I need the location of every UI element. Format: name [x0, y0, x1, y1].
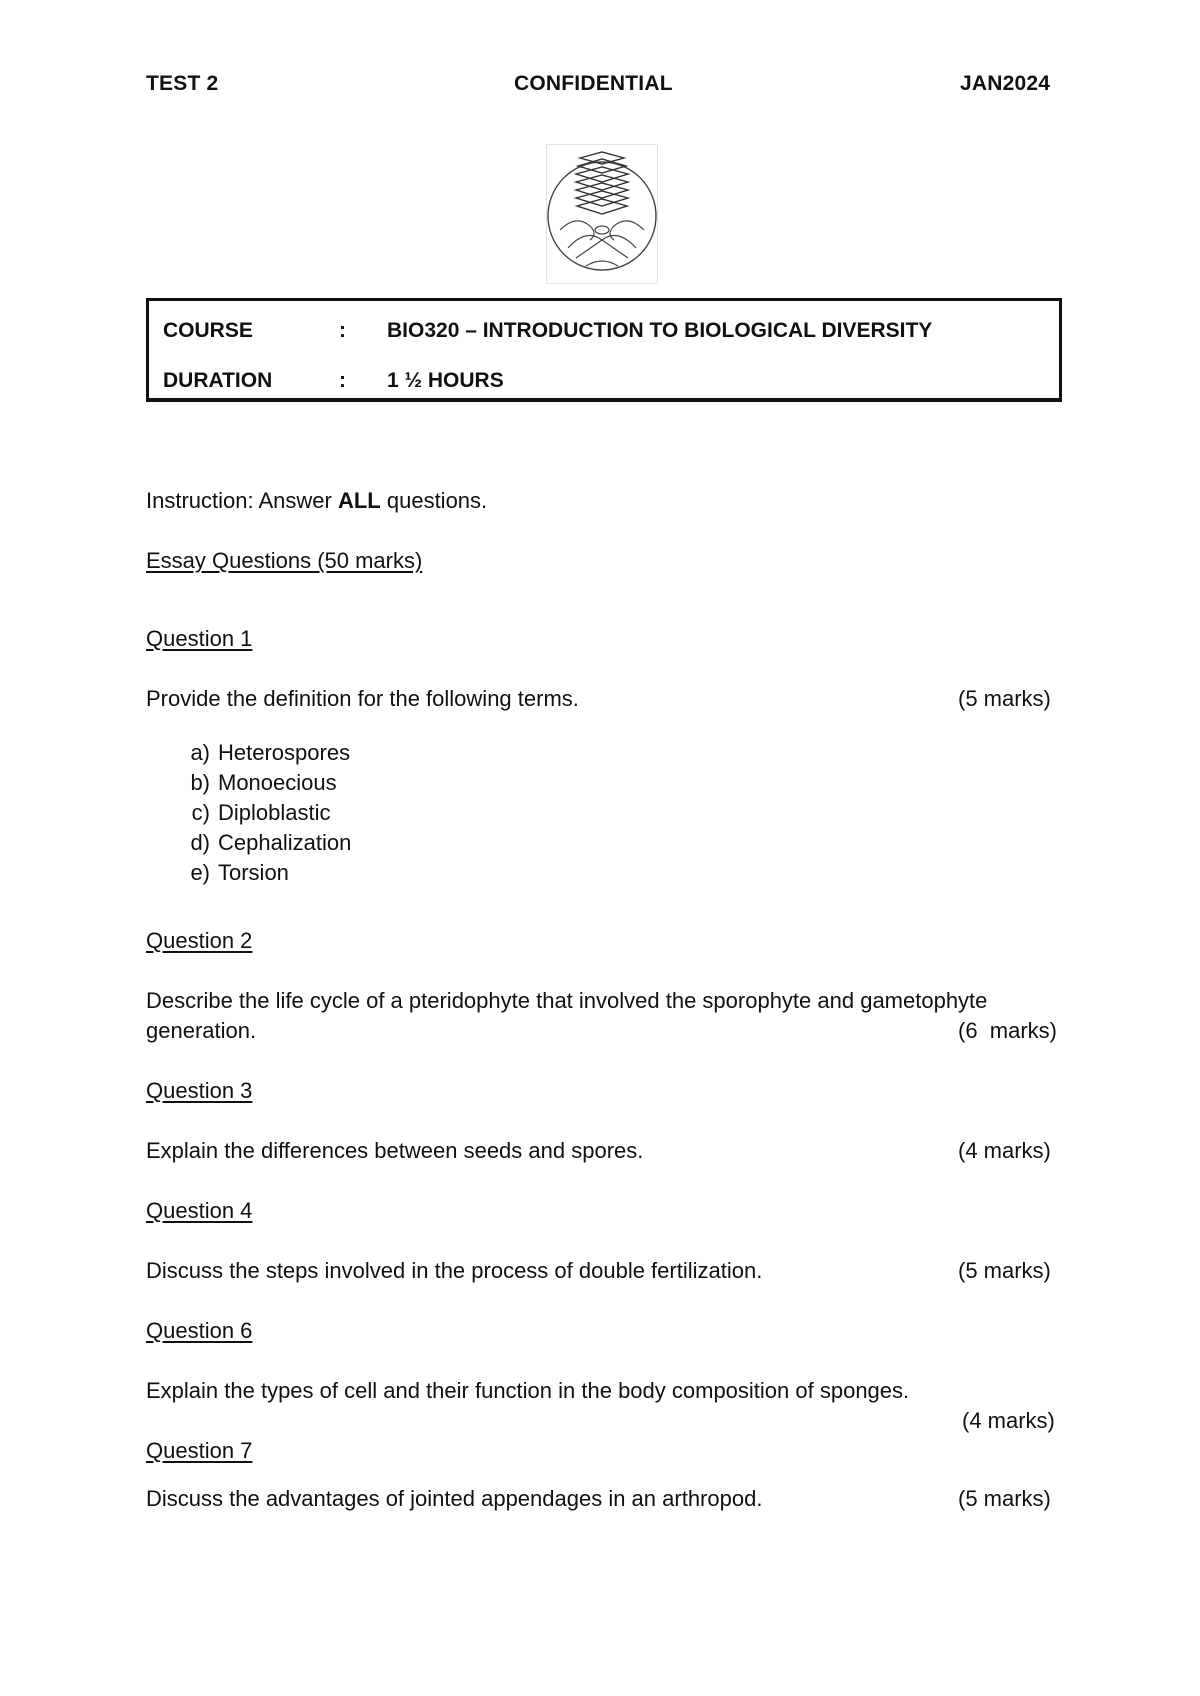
question-3-title: Question 3	[146, 1078, 253, 1103]
question-2-title: Question 2	[146, 928, 253, 953]
question-2-marks: (6 marks)	[958, 1018, 1057, 1043]
course-separator: :	[339, 319, 346, 342]
list-item-term: Monoecious	[218, 770, 337, 795]
question-3-marks: (4 marks)	[958, 1138, 1051, 1163]
question-4-text: Discuss the steps involved in the process of double fertilization.	[146, 1258, 763, 1283]
duration-value: 1 ½ HOURS	[387, 369, 504, 392]
list-item-term: Cephalization	[218, 830, 352, 855]
question-6-marks: (4 marks)	[962, 1408, 1055, 1433]
course-label: COURSE	[163, 319, 253, 342]
list-item-letter: a)	[190, 740, 210, 765]
question-1-marks: (5 marks)	[958, 686, 1051, 711]
header-date: JAN2024	[960, 72, 1051, 95]
list-item-term: Diploblastic	[218, 800, 331, 825]
question-7-text: Discuss the advantages of jointed appendages in an arthropod.	[146, 1486, 763, 1511]
list-item-letter: e)	[190, 860, 210, 885]
question-6-title: Question 6	[146, 1318, 253, 1343]
question-1-text: Provide the definition for the following terms.	[146, 686, 579, 711]
question-4-marks: (5 marks)	[958, 1258, 1051, 1283]
instruction-prefix: Instruction: Answer	[146, 488, 338, 513]
duration-separator: :	[339, 369, 346, 392]
university-crest-icon	[546, 144, 658, 284]
list-item-term: Torsion	[218, 860, 289, 885]
list-item-letter: b)	[190, 770, 210, 795]
instruction-bold: ALL	[337, 488, 381, 513]
header-confidential: CONFIDENTIAL	[514, 72, 673, 95]
course-info-box	[146, 298, 1062, 402]
section-title: Essay Questions (50 marks)	[146, 548, 423, 573]
question-2-text-line1: Describe the life cycle of a pteridophyte that involved the sporophyte and gametophyte	[146, 988, 988, 1013]
question-7-title: Question 7	[146, 1438, 253, 1463]
question-1-title: Question 1	[146, 626, 253, 651]
course-value: BIO320 – INTRODUCTION TO BIOLOGICAL DIVERSITY	[387, 319, 933, 342]
question-4-title: Question 4	[146, 1198, 253, 1223]
list-item-letter: d)	[190, 830, 210, 855]
duration-label: DURATION	[163, 369, 273, 392]
question-3-text: Explain the differences between seeds and spores.	[146, 1138, 644, 1163]
instruction-line	[146, 486, 487, 516]
instruction-suffix: questions.	[380, 488, 488, 513]
question-2-text-line2: generation.	[146, 1018, 257, 1043]
question-6-text: Explain the types of cell and their function in the body composition of sponges.	[146, 1378, 910, 1403]
list-item-letter: c)	[191, 800, 210, 825]
question-7-marks: (5 marks)	[958, 1486, 1051, 1511]
header-test-number: TEST 2	[146, 72, 219, 95]
list-item-term: Heterospores	[218, 740, 351, 765]
